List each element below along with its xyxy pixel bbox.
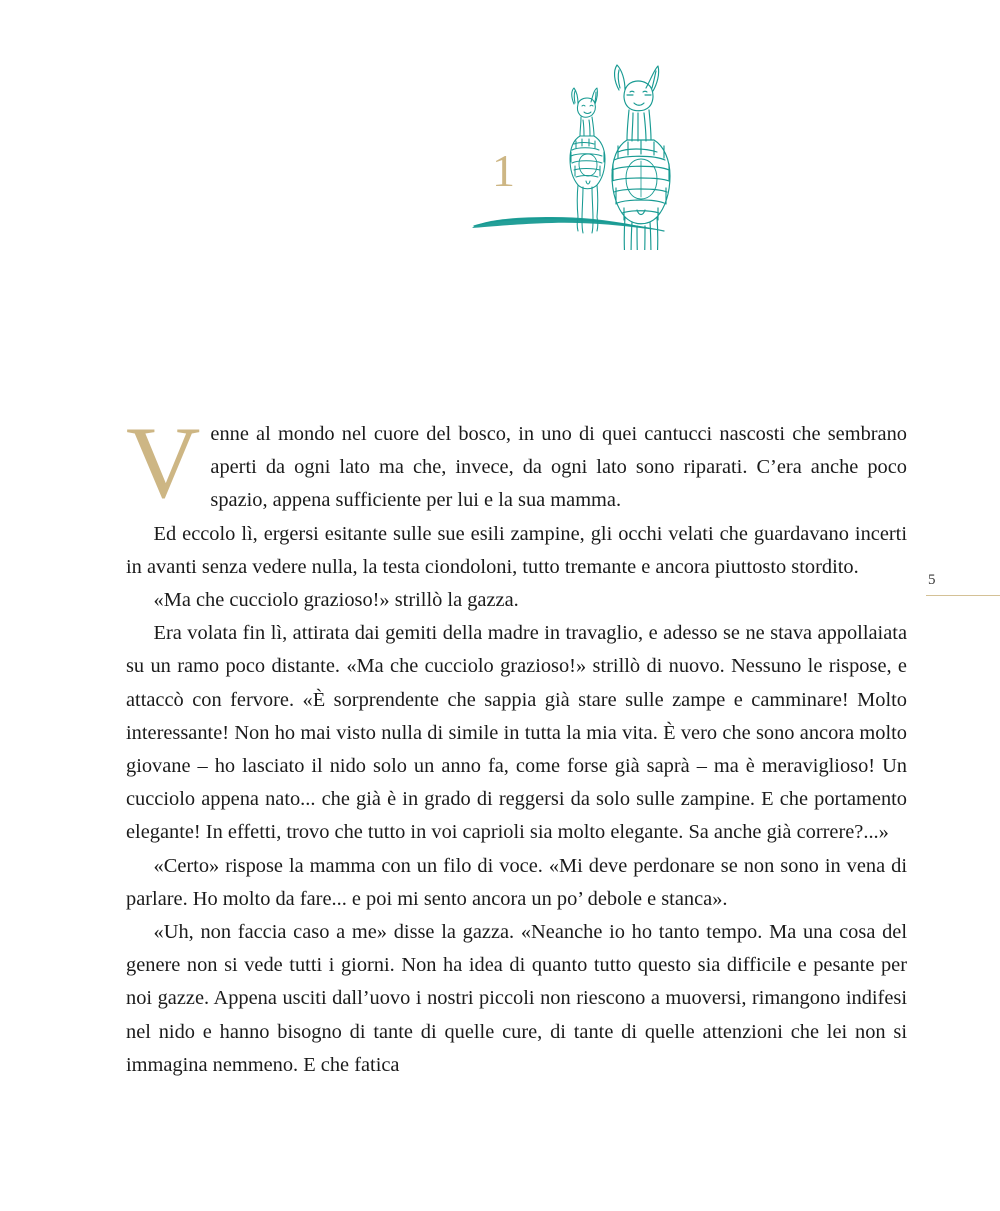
paragraph-4: Era volata fin lì, attirata dai gemiti della madre in travaglio, e adesso se ne stava appollaiata su un ramo poco distante. «Ma che cucciolo grazioso!» strillò di nuovo. Nessuno le rispose, e attaccò con fervore. «È sorprendente che sappia già stare sulle zampe e camminare! Molto interessante! Non ho mai visto nulla di simile in tutta la mia vita. È vero che sono ancora molto giovane – ho lasciato il nido solo un anno fa, come forse già saprà – ma è meraviglioso! Un cucciolo appena nato... che già è in grado di reggersi da solo sulle zampine. E che portamento elegante! In effetti, trovo che tutto in voi caprioli sia molto elegante. Sa anche già correre?...» bbox=[126, 622, 907, 844]
page-number: 5 bbox=[928, 572, 936, 588]
paragraph-3: «Ma che cucciolo grazioso!» strillò la gazza. bbox=[153, 589, 519, 612]
drop-cap: V bbox=[126, 406, 201, 520]
folio bbox=[914, 570, 1000, 604]
two-roe-deer-illustration bbox=[460, 50, 690, 250]
body-text bbox=[126, 406, 907, 1082]
paragraph-6: «Uh, non faccia caso a me» disse la gazza. «Neanche io ho tanto tempo. Ma una cosa del genere non si vede tutti i giorni. Non ha idea di quanto tutto questo sia difficile e pesante per noi gazze. Appena usciti dall’uovo i nostri piccoli non riescono a muoversi, rimangono indifesi nel nido e hanno bisogno di tante di quelle cure, di tante di quelle attenzioni che lei non si immagina nemmeno. E che fatica bbox=[126, 921, 907, 1076]
paragraph-1-text: enne al mondo nel cuore del bosco, in uno di quei cantucci nascosti che sembrano aperti da ogni lato ma che, invece, da ogni lato sono riparati. C’era anche poco spazio, appena sufficiente per lui e la sua mamma. bbox=[210, 423, 907, 512]
chapter-number: 1 bbox=[492, 145, 515, 196]
folio-rule bbox=[926, 595, 1000, 596]
chapter-opener bbox=[460, 50, 690, 250]
paragraph-2: Ed eccolo lì, ergersi esitante sulle sue esili zampine, gli occhi velati che guardavano incerti in avanti senza vedere nulla, la testa ciondoloni, tutto tremante e ancora piuttosto stordito. bbox=[126, 522, 907, 578]
paragraph-5: «Certo» rispose la mamma con un filo di voce. «Mi deve perdonare se non sono in vena di parlare. Ho molto da fare... e poi mi sento ancora un po’ debole e stanca». bbox=[126, 854, 907, 910]
paragraph-1 bbox=[126, 406, 907, 520]
